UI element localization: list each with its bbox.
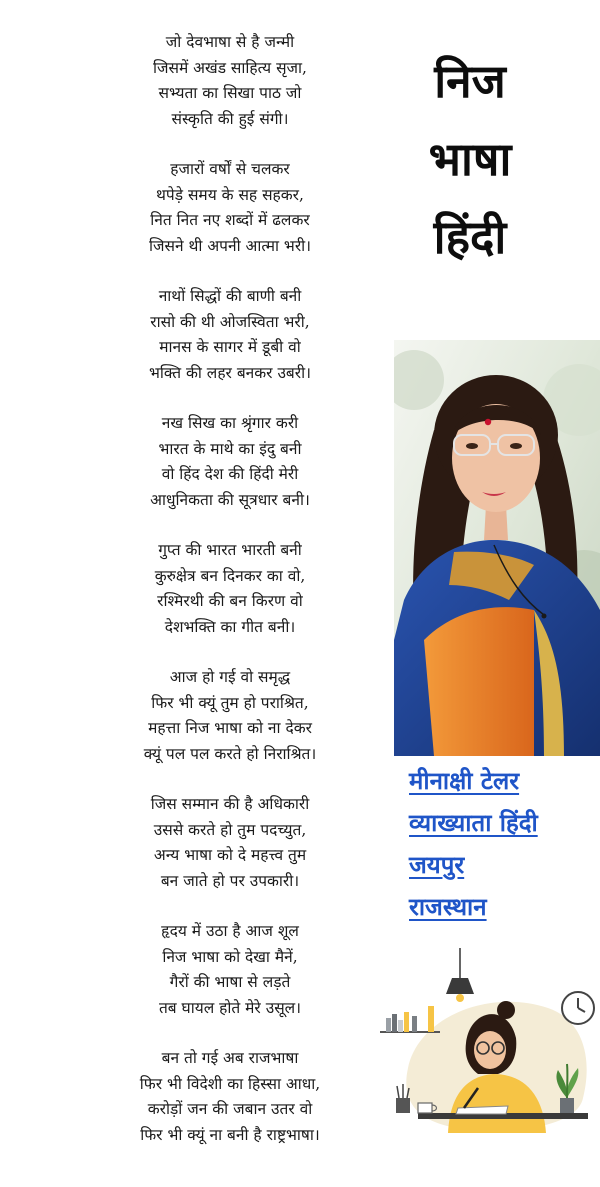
poem-line: जो देवभाषा से है जन्मी	[165, 33, 295, 51]
poem-stanza-2	[90, 157, 370, 259]
author-info	[409, 760, 600, 928]
author-designation-link[interactable]: व्याख्याता हिंदी	[409, 809, 538, 837]
poem-line: देशभक्ति का गीत बनी।	[164, 617, 296, 636]
poem-line: कुरुक्षेत्र बन दिनकर का वो,	[154, 566, 306, 585]
poem-line: अन्य भाषा को दे महत्त्व तुम	[153, 846, 307, 864]
girl-face-icon	[474, 1031, 506, 1069]
poem-line: हजारों वर्षों से चलकर	[170, 160, 290, 178]
title-line: हिंदी	[433, 210, 507, 264]
poem-line: उससे करते हो तुम पदच्युत,	[153, 820, 307, 839]
author-name-link[interactable]: मीनाक्षी टेलर	[409, 767, 520, 795]
author-state-link[interactable]: राजस्थान	[409, 893, 487, 921]
author-portrait-illustration	[394, 340, 600, 756]
poem-stanza-8	[90, 919, 370, 1021]
poem-stanza-4	[90, 411, 370, 513]
poem-stanza-7	[90, 792, 370, 894]
bookshelf-icon	[380, 1006, 440, 1032]
poem-line: नित नित नए शब्दों में ढलकर	[150, 211, 310, 229]
poem-line: क्यूं पल पल करते हो निराश्रित।	[143, 744, 317, 763]
poem-line: महत्ता निज भाषा को ना देकर	[148, 719, 312, 737]
author-photo	[394, 340, 600, 756]
poem-line: तब घायल होते मेरे उसूल।	[158, 998, 302, 1017]
poem-line: थपेड़े समय के सह सहकर,	[156, 185, 304, 204]
title-line: भाषा	[428, 132, 512, 186]
poem-line: नाथों सिद्धों की बाणी बनी	[158, 287, 302, 305]
poem-line: रश्मिरथी की बन किरण वो	[157, 592, 303, 610]
poem-line: हृदय में उठा है आज शूल	[161, 922, 299, 940]
poem-stanza-5	[90, 538, 370, 640]
poem-line: निज भाषा को देखा मैनें,	[162, 947, 298, 966]
poem-line: वो हिंद देश की हिंदी मेरी	[161, 465, 299, 483]
page-title	[395, 42, 545, 276]
writing-girl-illustration	[378, 948, 600, 1133]
poem-stanza-1	[90, 30, 370, 132]
author-city-link[interactable]: जयपुर	[409, 851, 465, 879]
poem-stanza-6	[90, 665, 370, 767]
poem-line: जिसमें अखंड साहित्य सृजा,	[152, 58, 307, 77]
poem-stanza-9	[90, 1046, 370, 1148]
title-line: निज	[434, 54, 506, 108]
pendant-lamp-icon	[446, 978, 474, 994]
poem-line: बन तो गई अब राजभाषा	[161, 1049, 299, 1067]
poem-line: जिसने थी अपनी आत्मा भरी।	[148, 236, 312, 255]
poem-line: मानस के सागर में डूबी वो	[159, 338, 301, 356]
poem-line: नख सिख का श्रृंगार करी	[161, 414, 299, 432]
poem-line: फिर भी क्यूं ना बनी है राष्ट्रभाषा।	[140, 1125, 320, 1144]
poem-line: सभ्यता का सिखा पाठ जो	[158, 84, 302, 102]
study-scene-svg	[378, 948, 600, 1133]
poem-line: रासो की थी ओजस्विता भरी,	[150, 312, 310, 331]
clock-icon	[562, 992, 594, 1024]
poem-line: भारत के माथे का इंदु बनी	[158, 439, 302, 458]
poem-line: बन जाते हो पर उपकारी।	[160, 871, 300, 890]
poem-line: करोड़ों जन की जबान उतर वो	[147, 1100, 313, 1118]
poem-line: आज हो गई वो समृद्ध	[169, 668, 291, 686]
poem-line: संस्कृति की हुई संगी।	[171, 109, 289, 128]
poem-stanza-3	[90, 284, 370, 386]
poem-line: गैरों की भाषा से लड़ते	[169, 973, 291, 991]
poem-line: भक्ति की लहर बनकर उबरी।	[148, 363, 312, 382]
poem-line: जिस सम्मान की है अधिकारी	[150, 795, 310, 813]
poem	[90, 30, 370, 1148]
poem-line: आधुनिकता की सूत्रधार बनी।	[150, 490, 310, 509]
poem-line: फिर भी विदेशी का हिस्सा आधा,	[139, 1074, 321, 1093]
poem-line: फिर भी क्यूं तुम हो पराश्रित,	[151, 693, 309, 712]
poem-line: गुप्त की भारत भारती बनी	[158, 541, 302, 559]
